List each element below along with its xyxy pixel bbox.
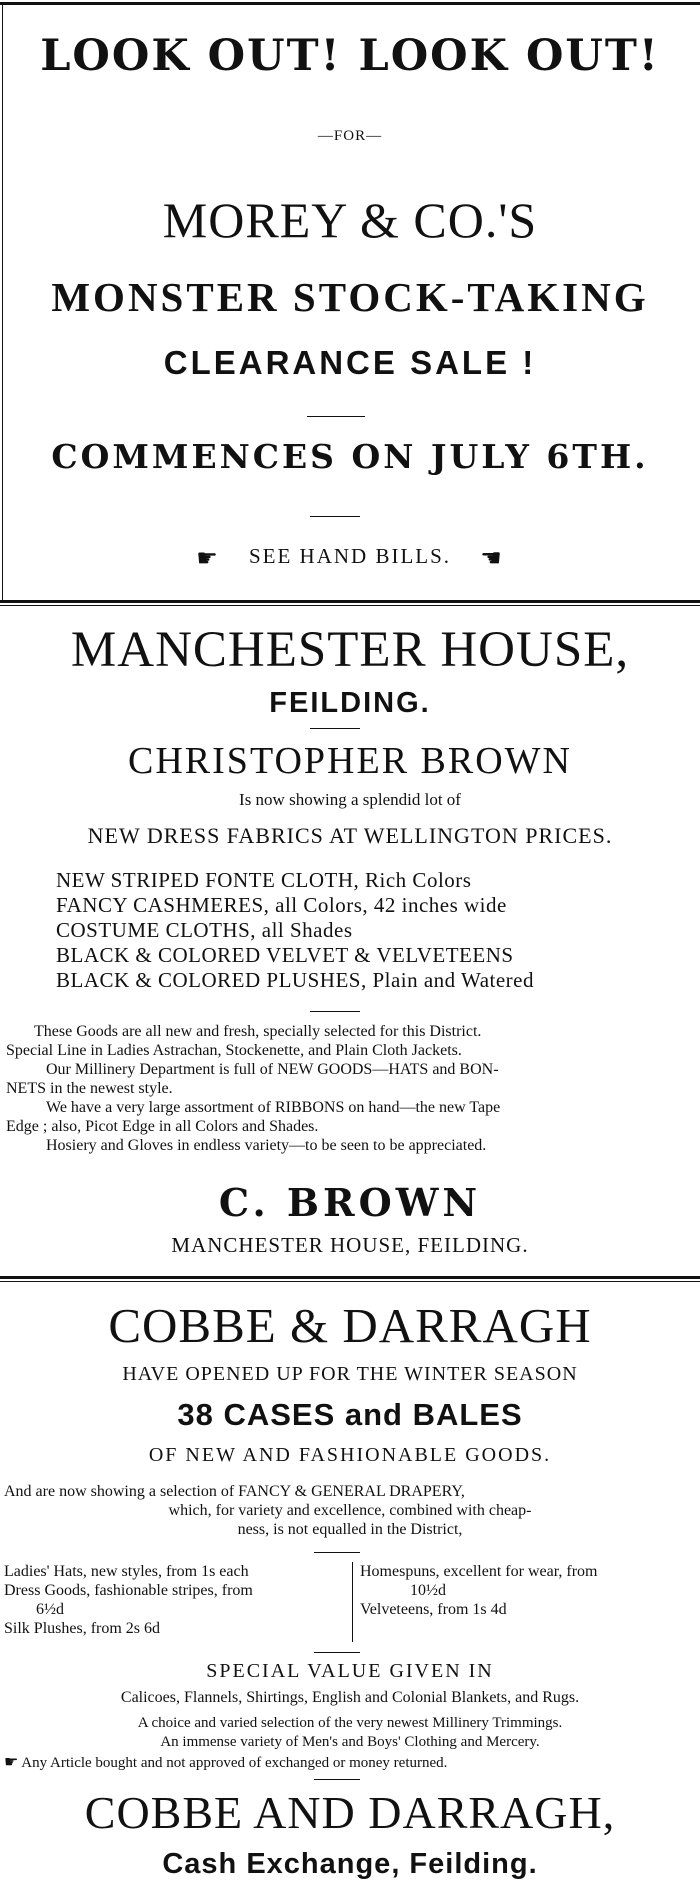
ad3-intro-line: And are now showing a selection of FANCY & GENERAL DRAPERY, (4, 1483, 465, 1500)
ad2-items-list (56, 868, 534, 993)
ad3-right-item: Homespuns, excellent for wear, from (360, 1563, 598, 1580)
pointing-hand-right-icon: ☛ (196, 544, 220, 573)
pointing-hand-left-icon: ☚ (480, 544, 504, 573)
ad3-divider-1 (314, 1552, 360, 1553)
ad3-right-item: Velveteens, from 1s 4d (360, 1601, 507, 1618)
pointing-hand-icon: ☛ (4, 1752, 19, 1771)
ad3-right-column (360, 1562, 696, 1619)
ad3-of-goods: OF NEW AND FASHIONABLE GOODS. (148, 1444, 552, 1466)
ad1-bottom-rule (0, 600, 700, 606)
ad3-divider-2 (314, 1652, 360, 1653)
ad2-item: COSTUME CLOTHS, all Shades (56, 918, 353, 942)
ad3-variety: An immense variety of Men's and Boys' Clothing and Mercery. (160, 1734, 540, 1750)
ad3-left-column (4, 1562, 344, 1638)
ad1-commences: COMMENCES ON JULY 6TH. (51, 437, 649, 476)
ad3-returned: Any Article bought and not approved of exchanged or money returned. (21, 1755, 448, 1771)
ad1-company: MOREY & CO.'S (162, 192, 538, 248)
ad2-town: FEILDING. (269, 687, 431, 719)
ad2-item: BLACK & COLORED VELVET & VELVETEENS (56, 943, 514, 967)
ad3-opened: HAVE OPENED UP FOR THE WINTER SEASON (122, 1363, 578, 1385)
ad3-left-item: 6½d (36, 1601, 64, 1618)
ad3-special-items: Calicoes, Flannels, Shirtings, English and Colonial Blankets, and Rugs. (120, 1689, 580, 1706)
ad2-item: NEW STRIPED FONTE CLOTH, Rich Colors (56, 868, 472, 892)
ad3-right-item: 10½d (410, 1582, 446, 1599)
ad3-footer-firm: COBBE AND DARRAGH, (84, 1787, 616, 1838)
ad2-store: MANCHESTER HOUSE, (70, 622, 630, 678)
ad1-headline: LOOK OUT! LOOK OUT! (40, 31, 660, 81)
ad3-left-item: Dress Goods, fashionable stripes, from (4, 1582, 253, 1599)
ad2-proprietor: CHRISTOPHER BROWN (128, 740, 572, 782)
ad2-body-line: Our Millinery Department is full of NEW GOODS—HATS and BON- (46, 1061, 499, 1078)
ad2-headline: NEW DRESS FABRICS AT WELLINGTON PRICES. (87, 823, 613, 848)
ad3-intro-line: which, for variety and excellence, combined with cheap- (168, 1502, 532, 1519)
ad2-body (0, 1022, 700, 1155)
ad2-divider-1 (310, 728, 360, 729)
ad2-bottom-rule (0, 1276, 700, 1282)
ad1-for: —FOR— (317, 128, 383, 144)
ad1-divider-2 (310, 516, 360, 517)
ad2-body-line: NETS in the newest style. (6, 1080, 173, 1097)
ad3-intro (0, 1482, 700, 1539)
ad3-firm: COBBE & DARRAGH (108, 1298, 592, 1353)
ad2-body-line: Special Line in Ladies Astrachan, Stockenette, and Plain Cloth Jackets. (6, 1042, 462, 1059)
ad3-column-divider (352, 1562, 353, 1642)
ad3-divider-3 (314, 1779, 360, 1780)
ad3-left-item: Silk Plushes, from 2s 6d (4, 1620, 161, 1637)
ad1-see-bills: SEE HAND BILLS. (248, 544, 452, 568)
ad3-left-item: Ladies' Hats, new styles, from 1s each (4, 1563, 249, 1580)
ad2-signature-address: MANCHESTER HOUSE, FEILDING. (171, 1233, 529, 1257)
ad1-divider-1 (307, 416, 365, 417)
top-rule (0, 2, 700, 5)
ad2-item: FANCY CASHMERES, all Colors, 42 inches wide (56, 893, 507, 917)
ad2-intro: Is now showing a splendid lot of (239, 790, 461, 809)
ad3-footer-place: Cash Exchange, Feilding. (162, 1848, 538, 1880)
ad2-body-line: Hosiery and Gloves in endless variety—to be seen to be appreciated. (46, 1137, 487, 1154)
ad1-see-bills-row (0, 542, 700, 572)
ad3-returned-row (0, 1752, 700, 1773)
ad1-sale: CLEARANCE SALE ! (163, 344, 537, 381)
ad2-divider-2 (310, 1011, 360, 1012)
ad2-body-line: These Goods are all new and fresh, specially selected for this District. (34, 1023, 482, 1040)
ad2-body-line: We have a very large assortment of RIBBONS on hand—the new Tape (46, 1099, 501, 1116)
ad3-special: SPECIAL VALUE GIVEN IN (206, 1660, 494, 1682)
ad3-choice: A choice and varied selection of the very newest Millinery Trimmings. (137, 1715, 563, 1731)
ad3-intro-line: ness, is not equalled in the District, (237, 1521, 463, 1538)
ad1-event: MONSTER STOCK-TAKING (51, 274, 649, 320)
ad3-cases: 38 CASES and BALES (177, 1397, 523, 1432)
ad2-signature: C. BROWN (218, 1180, 482, 1225)
ad2-body-line: Edge ; also, Picot Edge in all Colors and Shades. (6, 1118, 319, 1135)
ad2-item: BLACK & COLORED PLUSHES, Plain and Watered (56, 968, 534, 992)
